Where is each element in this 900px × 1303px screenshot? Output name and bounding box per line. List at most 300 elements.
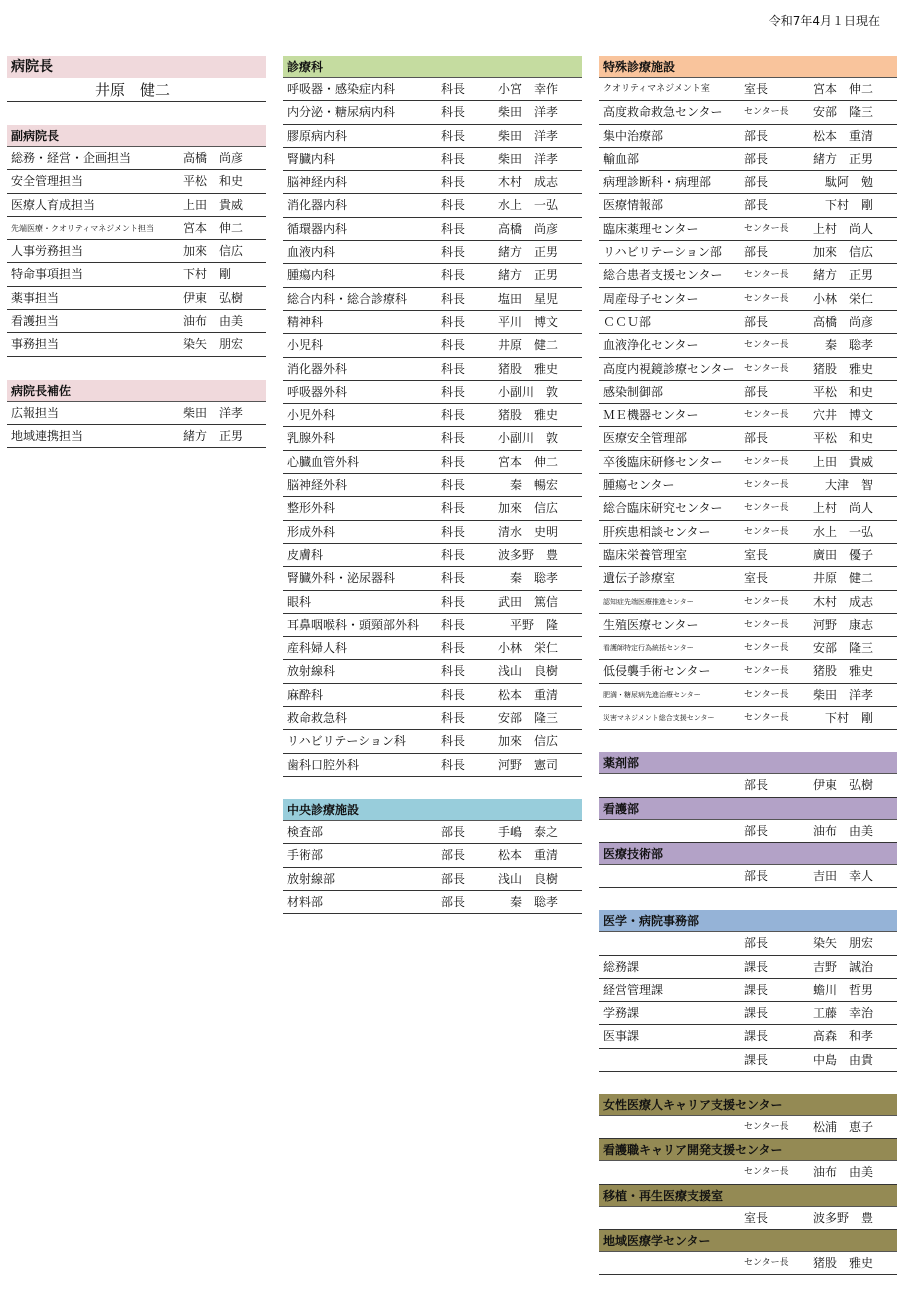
roster-row: [283, 821, 582, 844]
unit-name: 学務課: [603, 1006, 640, 1021]
position-title: 課長: [744, 1052, 769, 1067]
position-title: 科長: [441, 198, 466, 213]
person-name: 波多野 豊: [498, 547, 559, 562]
unit-name: 腫瘍内科: [287, 268, 336, 283]
roster-row: [599, 614, 897, 637]
roster-row: [7, 333, 266, 356]
unit-name: 生殖医療センター: [603, 617, 699, 632]
roster-row: [283, 567, 582, 590]
position-title: 室長: [744, 82, 769, 96]
person-name: 小宮 幸作: [498, 82, 559, 96]
unit-name: 精神科: [287, 314, 324, 329]
section-special-facilities: [599, 56, 897, 730]
position-title: 課長: [744, 982, 769, 997]
roster-row: [283, 264, 582, 287]
unit-name: 乳腺外科: [287, 431, 336, 446]
roster-row: [283, 101, 582, 124]
roster-row: [599, 820, 897, 843]
position-title: 科長: [441, 221, 466, 236]
unit-name: 医療安全管理部: [603, 431, 688, 446]
unit-name: 歯科口腔外科: [287, 757, 360, 772]
person-name: 安部 隆三: [813, 641, 874, 656]
roster-row: [7, 402, 266, 425]
person-name: 塩田 星児: [498, 291, 559, 306]
unit-name: 脳神経内科: [287, 175, 348, 190]
person-name: 武田 篤信: [498, 594, 559, 609]
section-header: 中央診療施設: [283, 799, 582, 821]
person-name: 上田 貴威: [183, 197, 244, 212]
position-title: 科長: [441, 151, 466, 166]
unit-name: 小児科: [287, 338, 324, 353]
person-name: 宮本 伸二: [813, 82, 874, 96]
roster-row: [283, 497, 582, 520]
person-name: 木村 成志: [813, 594, 874, 609]
roster-row: [283, 194, 582, 217]
roster-row: [599, 474, 897, 497]
unit-name: 心臓血管外科: [287, 454, 360, 469]
roster-row: [599, 264, 897, 287]
roster-row: [599, 451, 897, 474]
person-name: 平松 和史: [813, 431, 874, 446]
position-title: センター長: [744, 270, 789, 281]
roster-row: [599, 932, 897, 955]
roster-row: [283, 148, 582, 171]
position-title: 科長: [441, 454, 466, 469]
position-title: 部長: [744, 868, 769, 883]
unit-name: クオリティマネジメント室: [603, 84, 710, 94]
person-name: 緒方 正男: [498, 268, 559, 283]
person-name: 加來 信広: [183, 244, 244, 259]
unit-name: 救命救急科: [287, 711, 348, 726]
unit-name: 特命事項担当: [11, 267, 84, 282]
roster-row: [599, 1049, 897, 1072]
roster-row: [283, 730, 582, 753]
person-name: 吉田 幸人: [813, 868, 874, 883]
person-name: 小副川 敦: [498, 431, 559, 446]
position-title: 科長: [441, 664, 466, 679]
unit-name: 臨床栄養管理室: [603, 547, 688, 562]
roster-row: [283, 707, 582, 730]
column-facilities: [599, 56, 897, 1275]
person-name: 平松 和史: [183, 174, 244, 189]
unit-name: 血液浄化センター: [603, 338, 699, 353]
roster-row: [599, 1161, 897, 1184]
position-title: 科長: [441, 128, 466, 143]
position-title: 部長: [744, 936, 769, 951]
position-title: 部長: [744, 384, 769, 399]
roster-row: [599, 865, 897, 888]
roster-row: [283, 521, 582, 544]
person-name: 下村 剛: [813, 711, 874, 726]
person-name: 平川 博文: [498, 314, 559, 329]
person-name: 河野 康志: [813, 617, 874, 632]
position-title: センター長: [744, 503, 789, 514]
person-name: 加來 信広: [498, 501, 559, 516]
person-name: 高橋 尚彦: [498, 221, 559, 236]
unit-name: 皮膚科: [287, 547, 324, 562]
section-header: 特殊診療施設: [599, 56, 897, 78]
roster-row: [599, 1002, 897, 1025]
person-name: 下村 剛: [183, 267, 232, 282]
position-title: 部長: [744, 314, 769, 329]
person-name: 加來 信広: [813, 245, 874, 260]
section-header: 地域医療学センター: [599, 1230, 897, 1252]
position-title: 科長: [441, 361, 466, 376]
unit-name: 呼吸器外科: [287, 384, 348, 399]
roster-row: [7, 217, 266, 240]
person-name: 河野 憲司: [498, 757, 559, 772]
unit-name: 周産母子センター: [603, 291, 699, 306]
section-nursing: [599, 798, 897, 843]
unit-name: 遺伝子診療室: [603, 571, 676, 586]
unit-name: 広報担当: [11, 405, 60, 420]
person-name: 波多野 豊: [813, 1210, 874, 1225]
position-title: センター長: [744, 713, 789, 724]
person-name: 浅山 良樹: [498, 664, 559, 679]
position-title: センター長: [744, 643, 789, 654]
person-name: 柴田 洋孝: [498, 128, 559, 143]
roster-row: [599, 311, 897, 334]
roster-row: [7, 310, 266, 333]
section-administration: [599, 910, 897, 1072]
roster-row: [599, 358, 897, 381]
position-title: 部長: [744, 128, 769, 143]
position-title: 科長: [441, 408, 466, 423]
section-director-assistants: [7, 380, 266, 449]
roster-row: [599, 707, 897, 730]
roster-row: [283, 844, 582, 867]
position-title: 部長: [744, 198, 769, 213]
roster-row: [283, 334, 582, 357]
roster-row: [599, 404, 897, 427]
person-name: 井原 健二: [813, 571, 874, 586]
person-name: 吉野 誠治: [813, 959, 874, 974]
unit-name: 腎臓内科: [287, 151, 336, 166]
person-name: 緒方 正男: [498, 245, 559, 260]
unit-name: 輸血部: [603, 151, 640, 166]
roster-row: [7, 147, 266, 170]
person-name: 伊東 弘樹: [183, 290, 244, 305]
position-title: 課長: [744, 1029, 769, 1044]
person-name: 染矢 朋宏: [813, 936, 874, 951]
position-title: センター長: [744, 689, 789, 700]
roster-row: [283, 404, 582, 427]
unit-name: 内分泌・糖尿病内科: [287, 105, 396, 120]
person-name: 猪股 雅史: [813, 1255, 874, 1270]
unit-name: 手術部: [287, 848, 324, 863]
person-name: 柴田 洋孝: [498, 151, 559, 166]
director-name: 井原 健二: [7, 78, 266, 102]
roster-row: [599, 521, 897, 544]
unit-name: 臨床薬理センター: [603, 221, 699, 236]
roster-row: [283, 358, 582, 381]
position-title: 科長: [441, 82, 466, 96]
unit-name: 高度救命救急センター: [603, 105, 723, 120]
person-name: 中島 由貴: [813, 1052, 874, 1067]
unit-name: 薬事担当: [11, 290, 60, 305]
person-name: 浅山 良樹: [498, 871, 559, 886]
position-title: 科長: [441, 431, 466, 446]
person-name: 高橋 尚彦: [813, 314, 874, 329]
unit-name: 安全管理担当: [11, 174, 84, 189]
person-name: 加來 信広: [498, 734, 559, 749]
roster-row: [283, 218, 582, 241]
person-name: 平松 和史: [813, 384, 874, 399]
person-name: 駄阿 勉: [813, 175, 874, 190]
position-title: 科長: [441, 501, 466, 516]
roster-row: [599, 381, 897, 404]
position-title: センター長: [744, 1257, 789, 1268]
person-name: 松本 重清: [813, 128, 874, 143]
roster-row: [283, 544, 582, 567]
unit-name: 人事労務担当: [11, 244, 84, 259]
position-title: 科長: [441, 245, 466, 260]
unit-name: 先端医療・クオリティマネジメント担当: [11, 223, 154, 233]
person-name: 松浦 恵子: [813, 1119, 874, 1134]
section-header: 移植・再生医療支援室: [599, 1185, 897, 1207]
position-title: センター長: [744, 363, 789, 374]
position-title: 部長: [441, 848, 466, 863]
roster-row: [7, 240, 266, 263]
position-title: 科長: [441, 291, 466, 306]
position-title: 部長: [441, 871, 466, 886]
roster-row: [283, 474, 582, 497]
roster-row: [599, 1116, 897, 1139]
person-name: 秦 聡孝: [498, 894, 559, 909]
unit-name: 看護師特定行為統括センター: [603, 644, 694, 653]
person-name: 松本 重清: [498, 848, 559, 863]
position-title: 科長: [441, 105, 466, 120]
roster-row: [283, 288, 582, 311]
person-name: 秦 聡孝: [498, 571, 559, 586]
roster-row: [283, 637, 582, 660]
roster-row: [599, 567, 897, 590]
position-title: センター長: [744, 410, 789, 421]
unit-name: 検査部: [287, 824, 324, 839]
person-name: 小副川 敦: [498, 384, 559, 399]
roster-row: [599, 101, 897, 124]
roster-row: [599, 334, 897, 357]
person-name: 上田 貴威: [813, 454, 874, 469]
unit-name: リハビリテーション部: [603, 245, 722, 260]
unit-name: 材料部: [287, 894, 324, 909]
unit-name: 卒後臨床研修センター: [603, 454, 723, 469]
person-name: 松本 重清: [498, 687, 559, 702]
unit-name: 放射線部: [287, 871, 336, 886]
position-title: 部長: [744, 778, 769, 793]
person-name: 柴田 洋孝: [183, 405, 244, 420]
as-of-date: 令和7年4月１日現在: [768, 14, 880, 28]
section-header: 看護部: [599, 798, 897, 820]
roster-row: [599, 171, 897, 194]
roster-row: [283, 311, 582, 334]
person-name: 猪股 雅史: [498, 408, 559, 423]
unit-name: 血液内科: [287, 245, 336, 260]
roster-row: [599, 660, 897, 683]
unit-name: 総務課: [603, 959, 640, 974]
position-title: 科長: [441, 478, 466, 493]
person-name: 小林 栄仁: [813, 291, 874, 306]
unit-name: 膠原病内科: [287, 128, 348, 143]
person-name: 緒方 正男: [183, 428, 244, 443]
roster-row: [7, 287, 266, 310]
roster-row: [283, 614, 582, 637]
unit-name: 肥満・糖尿病先進治療センター: [603, 690, 701, 699]
unit-name: 腎臓外科・泌尿器科: [287, 571, 396, 586]
roster-row: [283, 241, 582, 264]
position-title: センター長: [744, 666, 789, 677]
unit-name: ＭＥ機器センター: [603, 408, 699, 423]
position-title: 室長: [744, 571, 769, 586]
unit-name: 循環器内科: [287, 221, 348, 236]
unit-name: 形成外科: [287, 524, 336, 539]
roster-row: [599, 497, 897, 520]
person-name: 水上 一弘: [813, 524, 874, 539]
roster-row: [599, 1025, 897, 1048]
unit-name: 眼科: [287, 594, 312, 609]
position-title: 科長: [441, 687, 466, 702]
position-title: 部長: [744, 431, 769, 446]
unit-name: 脳神経外科: [287, 478, 348, 493]
section-pharmacy: [599, 752, 897, 797]
roster-row: [599, 125, 897, 148]
person-name: 廣田 優子: [813, 547, 874, 562]
unit-name: 医療人育成担当: [11, 197, 96, 212]
unit-name: 総合患者支援センター: [603, 268, 723, 283]
position-title: センター長: [744, 619, 789, 630]
unit-name: 認知症先端医療推進センター: [603, 597, 694, 606]
position-title: 部長: [744, 245, 769, 260]
roster-row: [283, 78, 582, 101]
unit-name: 低侵襲手術センター: [603, 664, 711, 679]
position-title: 科長: [441, 268, 466, 283]
position-title: 科長: [441, 617, 466, 632]
column-departments: [283, 56, 582, 914]
roster-row: [283, 381, 582, 404]
roster-row: [599, 684, 897, 707]
section-medical-technology: [599, 843, 897, 888]
position-title: センター長: [744, 480, 789, 491]
position-title: 科長: [441, 547, 466, 562]
unit-name: 総合臨床研究センター: [603, 501, 723, 516]
section-vice-directors: [7, 125, 266, 357]
person-name: 井原 健二: [498, 338, 559, 353]
unit-name: 腫瘍センター: [603, 478, 675, 493]
position-title: 課長: [744, 959, 769, 974]
position-title: センター長: [744, 456, 789, 467]
unit-name: 経営管理課: [603, 982, 664, 997]
roster-row: [599, 544, 897, 567]
unit-name: 地域連携担当: [11, 428, 84, 443]
position-title: 科長: [441, 757, 466, 772]
person-name: 緒方 正男: [813, 151, 874, 166]
section-header: 医学・病院事務部: [599, 910, 897, 932]
person-name: 油布 由美: [813, 1165, 874, 1180]
unit-name: 災害マネジメント総合支援センター: [603, 714, 715, 723]
person-name: 柴田 洋孝: [813, 687, 874, 702]
roster-row: [7, 425, 266, 448]
person-name: 安部 隆三: [498, 711, 559, 726]
person-name: 手嶋 泰之: [498, 824, 559, 839]
section-header: 医療技術部: [599, 843, 897, 865]
person-name: 猪股 雅史: [813, 361, 874, 376]
person-name: 平野 隆: [498, 617, 559, 632]
position-title: 科長: [441, 314, 466, 329]
roster-row: [283, 125, 582, 148]
position-title: 部長: [441, 894, 466, 909]
roster-row: [599, 194, 897, 217]
unit-name: 耳鼻咽喉科・頭頸部外科: [287, 617, 420, 632]
roster-row: [599, 241, 897, 264]
person-name: 上村 尚人: [813, 221, 874, 236]
position-title: 科長: [441, 384, 466, 399]
roster-row: [599, 427, 897, 450]
position-title: センター長: [744, 293, 789, 304]
position-title: 室長: [744, 1210, 769, 1225]
roster-row: [599, 218, 897, 241]
position-title: センター長: [744, 223, 789, 234]
section-central-facilities: [283, 799, 582, 914]
unit-name: 病理診断科・病理部: [603, 175, 712, 190]
position-title: 部長: [744, 823, 769, 838]
position-title: センター長: [744, 526, 789, 537]
unit-name: 産科婦人科: [287, 641, 348, 656]
person-name: 髙森 和孝: [813, 1029, 874, 1044]
unit-name: 小児外科: [287, 408, 336, 423]
roster-row: [7, 263, 266, 286]
person-name: 下村 剛: [813, 198, 874, 213]
position-title: 科長: [441, 338, 466, 353]
position-title: センター長: [744, 1121, 789, 1132]
unit-name: 肝疾患相談センター: [603, 524, 711, 539]
position-title: 科長: [441, 711, 466, 726]
section-header: 病院長補佐: [7, 380, 266, 402]
unit-name: 事務担当: [11, 337, 60, 352]
person-name: 安部 隆三: [813, 105, 874, 120]
unit-name: 消化器内科: [287, 198, 348, 213]
person-name: 伊東 弘樹: [813, 778, 874, 793]
unit-name: 麻酔科: [287, 687, 324, 702]
director-header: 病院長: [7, 56, 266, 78]
position-title: 科長: [441, 641, 466, 656]
person-name: 猪股 雅史: [813, 664, 874, 679]
roster-row: [283, 891, 582, 914]
person-name: 染矢 朋宏: [183, 337, 244, 352]
person-name: 工藤 幸治: [813, 1006, 874, 1021]
position-title: 部長: [744, 151, 769, 166]
roster-row: [283, 171, 582, 194]
section-women-career: [599, 1094, 897, 1139]
person-name: 水上 一弘: [498, 198, 559, 213]
roster-row: [599, 637, 897, 660]
roster-row: [599, 148, 897, 171]
section-nurse-career: [599, 1139, 897, 1184]
person-name: 高橋 尚彦: [183, 151, 244, 165]
section-clinical-departments: [283, 56, 582, 777]
unit-name: 感染制御部: [603, 384, 664, 399]
position-title: 部長: [744, 175, 769, 190]
column-executives: [7, 56, 266, 448]
unit-name: リハビリテーション科: [287, 734, 406, 749]
roster-row: [599, 1252, 897, 1275]
person-name: 宮本 伸二: [183, 220, 244, 235]
roster-row: [283, 660, 582, 683]
person-name: 油布 由美: [813, 823, 874, 838]
person-name: 柴田 洋孝: [498, 105, 559, 120]
unit-name: 集中治療部: [603, 128, 664, 143]
roster-row: [283, 754, 582, 777]
roster-row: [599, 956, 897, 979]
